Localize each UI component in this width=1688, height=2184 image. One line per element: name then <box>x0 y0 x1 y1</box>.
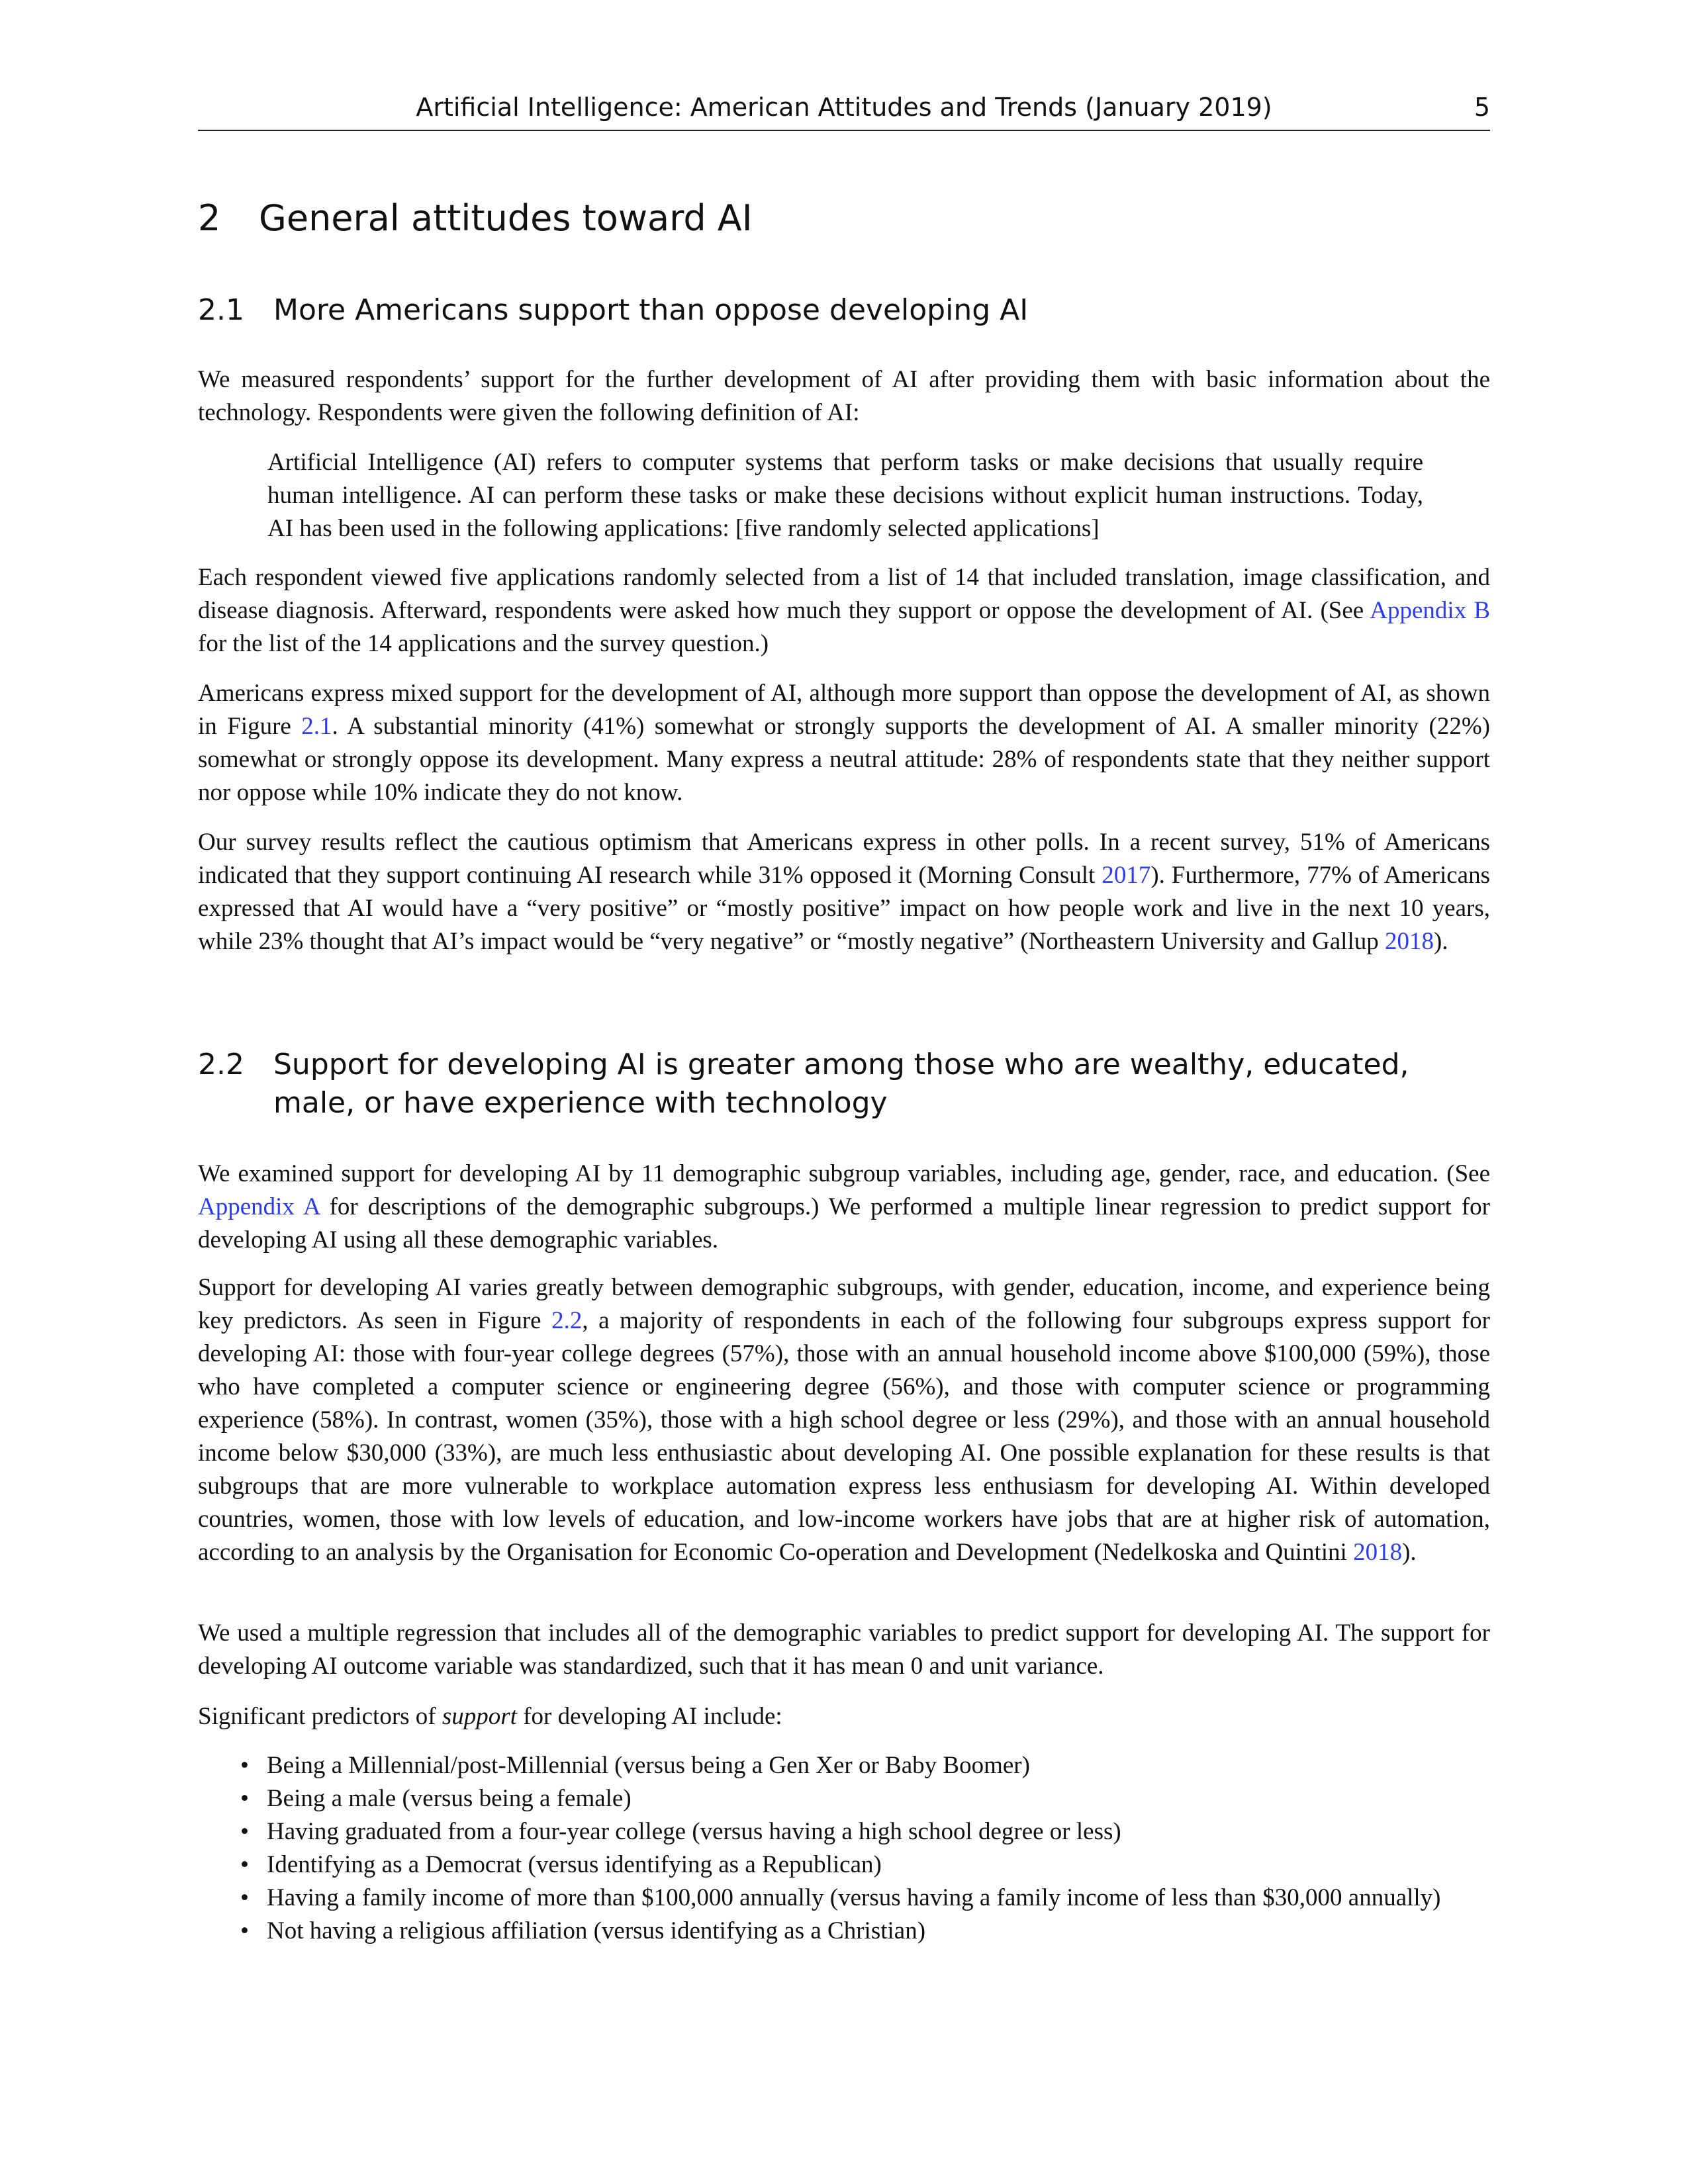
text: ). <box>1402 1539 1417 1566</box>
list-item: • Being a Millennial/post-Millennial (versus being a Gen Xer or Baby Boomer) <box>198 1749 1490 1782</box>
text: ). <box>1433 928 1448 955</box>
list-item: • Having graduated from a four-year college (versus having a high school degree or less) <box>198 1815 1490 1848</box>
text: . A substantial minority (41%) somewhat or strongly supports the development of AI. A smaller minority (22%) somewhat or strongly oppose its development. Many express a neutral attitude: 28% of respondents state that they neither support nor oppose while 10% indicate they do not know. <box>198 713 1490 806</box>
text: ). Furthermore, 77% of Americans expressed that AI would have a “very positive” or “mostly positive” impact on how people work and live in the next 10 years, while 23% thought that AI’s impact would be “very negative” or “mostly negative” (Northeastern University and Gallup <box>198 862 1490 955</box>
subsection-heading-2-2 <box>198 1046 1490 1122</box>
citation-2017-link[interactable]: 2017 <box>1102 862 1151 889</box>
paragraph: We measured respondents’ support for the further development of AI after providing them with basic information about the technology. Respondents were given the following definition of AI: <box>198 366 1490 426</box>
subsection-title: More Americans support than oppose developing AI <box>273 293 1029 327</box>
list-item: • Not having a religious affiliation (versus identifying as a Christian) <box>198 1915 1490 1948</box>
text: Significant predictors of <box>198 1703 442 1730</box>
text: Each respondent viewed five applications randomly selected from a list of 14 that included translation, image classification, and disease diagnosis. Afterward, respondents were asked how much they support or oppose the development of AI. (See <box>198 564 1490 624</box>
citation-2018-link[interactable]: 2018 <box>1353 1539 1403 1566</box>
subsection-heading-2-1 <box>198 291 1490 330</box>
text: for developing AI include: <box>516 1703 782 1730</box>
subsection-title: Support for developing AI is greater among those who are wealthy, educated, male, or have experience with technology <box>273 1048 1409 1120</box>
text: We examined support for developing AI by 11 demographic subgroup variables, including age, gender, race, and education. (See <box>198 1160 1490 1187</box>
paragraph <box>198 826 1490 958</box>
paragraph <box>198 1158 1490 1257</box>
text: , a majority of respondents in each of the following four subgroups express support for developing AI: those with four-year college degrees (57%), those with an annual household income above $100,000 (59%), those who have completed a computer science or engineering degree (56%), and those with computer science or programming experience (58%). In contrast, women (35%), those with a high school degree or less (29%), and those with an annual household income below $30,000 (33%), are much less enthusiastic about developing AI. One possible explanation for these results is that subgroups that are more vulnerable to workplace automation express less enthusiasm for developing AI. Within developed countries, women, those with low levels of education, and low-income workers have jobs that are at higher risk of automation, according to an analysis by the Organisation for Economic Co-operation and Development (Nedelkoska and Quintini <box>198 1307 1490 1566</box>
appendix-a-link[interactable]: Appendix A <box>198 1193 320 1220</box>
text: Our survey results reflect the cautious optimism that Americans express in other polls. In a recent survey, 51% of Americans indicated that they support continuing AI research while 31% opposed it (Morning Consult <box>198 829 1490 889</box>
text: Americans express mixed support for the development of AI, although more support than oppose the development of AI, as shown in Figure <box>198 680 1490 740</box>
list-item: • Identifying as a Democrat (versus identifying as a Republican) <box>198 1848 1490 1882</box>
text: for the list of the 14 applications and the survey question.) <box>198 630 769 657</box>
section-title: General attitudes toward AI <box>259 197 753 239</box>
emphasis: support <box>442 1703 517 1730</box>
header-title: Artificial Intelligence: American Attitudes and Trends (January 2019) <box>416 93 1272 122</box>
text: Support for developing AI varies greatly between demographic subgroups, with gender, education, income, and experience being key predictors. As seen in Figure <box>198 1274 1490 1334</box>
running-header <box>198 93 1490 131</box>
paragraph: We used a multiple regression that includes all of the demographic variables to predict support for developing AI. The support for developing AI outcome variable was standardized, such that it has mean 0 and unit variance. <box>198 1619 1490 1680</box>
list-item: • Being a male (versus being a female) <box>198 1782 1490 1815</box>
paragraph <box>198 677 1490 809</box>
text: for descriptions of the demographic subgroups.) We performed a multiple linear regression to predict support for developing AI using all these demographic variables. <box>198 1193 1491 1253</box>
paragraph <box>198 561 1490 660</box>
paragraph <box>198 1271 1490 1569</box>
subsection-number: 2.2 <box>198 1048 244 1081</box>
figure-2-2-link[interactable]: 2.2 <box>551 1307 583 1334</box>
figure-2-1-link[interactable]: 2.1 <box>301 713 332 740</box>
section-heading <box>198 197 753 239</box>
section-number: 2 <box>198 197 221 239</box>
list-item: • Having a family income of more than $100,000 annually (versus having a family income of less than $30,000 annually) <box>198 1882 1490 1915</box>
appendix-b-link[interactable]: Appendix B <box>1370 597 1490 624</box>
page-number: 5 <box>1474 93 1490 122</box>
predictor-list <box>198 1749 1490 1948</box>
subsection-number: 2.1 <box>198 293 244 327</box>
ai-definition-quote: Artificial Intelligence (AI) refers to computer systems that perform tasks or make decisions that usually require human intelligence. AI can perform these tasks or make these decisions without explicit human instructions. Today, AI has been used in the following applications: [five randomly selected applications] <box>267 449 1423 542</box>
paragraph <box>198 1700 1490 1733</box>
citation-2018-link[interactable]: 2018 <box>1384 928 1434 955</box>
